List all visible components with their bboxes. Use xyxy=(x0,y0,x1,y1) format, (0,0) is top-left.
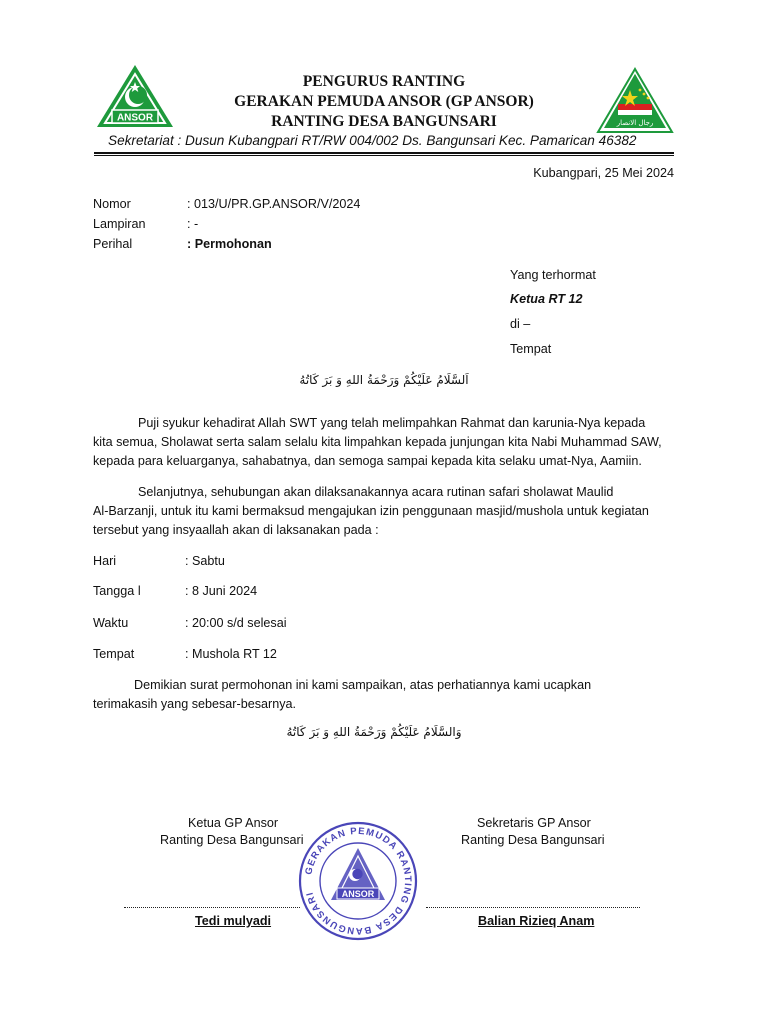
paragraph2-line2: Al-Barzanji, untuk itu kami bermaksud mengajukan izin penggunaan masjid/mushola untuk kegiatan xyxy=(93,504,649,518)
letterhead-rule xyxy=(94,152,674,154)
letterhead-line3: RANTING DESA BANGUNSARI xyxy=(271,113,497,130)
paragraph1-line1: Puji syukur kehadirat Allah SWT yang telah melimpahkan Rahmat dan karunia-Nya kepada xyxy=(138,416,646,430)
paragraph2-line3: tersebut yang insyaallah akan di laksanakan pada : xyxy=(93,523,379,537)
letterhead-line2: GERAKAN PEMUDA ANSOR (GP ANSOR) xyxy=(234,93,534,110)
recipient-place: Tempat xyxy=(510,342,552,356)
recipient-di: di – xyxy=(510,317,531,331)
lampiran-label: Lampiran xyxy=(93,217,146,231)
tanggal-label: Tangga l xyxy=(93,584,141,598)
tanggal-value: : 8 Juni 2024 xyxy=(185,584,258,598)
waktu-label: Waktu xyxy=(93,616,129,630)
right-signer-org: Ranting Desa Bangunsari xyxy=(461,833,605,847)
organization-stamp xyxy=(293,820,423,942)
recipient-name: Ketua RT 12 xyxy=(510,292,583,306)
tempat-value: : Mushola RT 12 xyxy=(185,647,277,661)
letter-date: Kubangpari, 25 Mei 2024 xyxy=(533,166,674,180)
right-signer-name: Balian Rizieq Anam xyxy=(478,914,595,928)
closing-line2: terimakasih yang sebesar-besarnya. xyxy=(93,697,297,711)
paragraph1-line2: kita semua, Sholawat serta salam selalu kita limpahkan kepada junjungan kita Nabi Muhammad SAW, xyxy=(93,435,662,449)
left-signer-title: Ketua GP Ansor xyxy=(188,816,279,830)
paragraph2-line1: Selanjutnya, sehubungan akan dilaksanakannya acara rutinan safari sholawat Maulid xyxy=(138,485,614,499)
salam-closing: وَالسَّلَامُ عَلَيْكُمْ وَرَحْمَةُ اللهِ وَ بَرَ كَاتُهُ xyxy=(286,725,462,739)
nomor-label: Nomor xyxy=(93,197,131,211)
lampiran-value: : - xyxy=(187,217,199,231)
closing-line1: Demikian surat permohonan ini kami sampaikan, atas perhatiannya kami ucapkan xyxy=(134,678,592,692)
salam-opening: اَلسَّلَامُ عَلَيْكُمْ وَرَحْمَةُ اللهِ وَ بَرَ كَاتُهُ xyxy=(299,373,469,387)
left-signer-org: Ranting Desa Bangunsari xyxy=(160,833,304,847)
right-signature-line xyxy=(426,907,640,908)
nomor-value: : 013/U/PR.GP.ANSOR/V/2024 xyxy=(187,197,361,211)
recipient-greeting: Yang terhormat xyxy=(510,268,596,282)
stamp-center-text: ANSOR xyxy=(341,889,375,899)
letterhead-rule-thin xyxy=(94,155,674,156)
paragraph1-line3: kepada para keluarganya, sahabatnya, dan semoga sampai kepada kita selaku umat-Nya, Aamiin. xyxy=(93,454,642,468)
letterhead-line1: PENGURUS RANTING xyxy=(302,73,466,90)
perihal-value: : Permohonan xyxy=(187,237,272,251)
waktu-value: : 20:00 s/d selesai xyxy=(185,616,287,630)
logo-right-text: رجال الانصار xyxy=(616,119,654,127)
right-signer-title: Sekretaris GP Ansor xyxy=(477,816,591,830)
left-signer-name: Tedi mulyadi xyxy=(195,914,272,928)
left-signature-line xyxy=(124,907,300,908)
perihal-label: Perihal xyxy=(93,237,133,251)
hari-value: : Sabtu xyxy=(185,554,225,568)
letterhead-address: Sekretariat : Dusun Kubangpari RT/RW 004/002 Ds. Bangunsari Kec. Pamarican 46382 xyxy=(108,133,637,148)
tempat-label: Tempat xyxy=(93,647,135,661)
logo-left-text: ANSOR xyxy=(116,112,154,124)
hari-label: Hari xyxy=(93,554,117,568)
stamp-ring-text: GERAKAN PEMUDA RANTING DESA BANGUNSARI xyxy=(303,825,414,937)
